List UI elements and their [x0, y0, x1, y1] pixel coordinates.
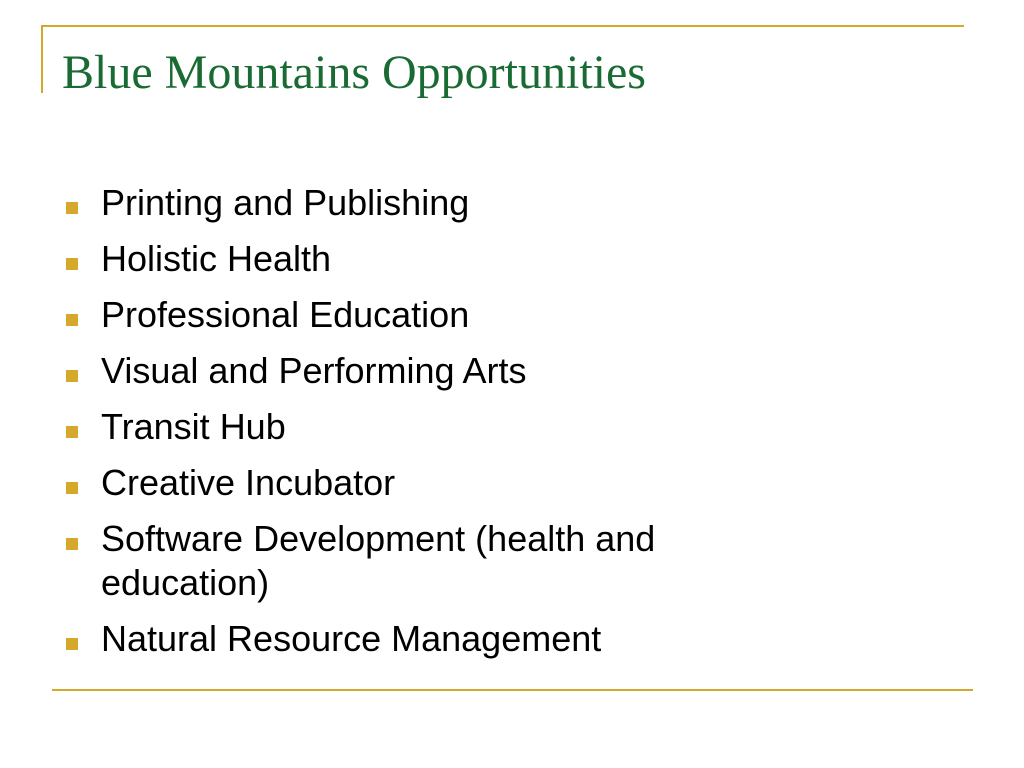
bullet-text: Professional Education: [101, 294, 470, 335]
bullet-text: Transit Hub: [101, 406, 286, 447]
bullet-list: [66, 181, 786, 673]
bullet-text: Natural Resource Management: [101, 618, 602, 659]
left-accent-bar: [41, 25, 43, 93]
bullet-item-transit-hub: [66, 405, 786, 449]
bottom-divider: [52, 689, 973, 691]
square-bullet-icon: [66, 314, 78, 326]
bullet-text: Holistic Health: [101, 238, 332, 279]
bullet-item-natural-resource-management: [66, 617, 786, 661]
bullet-text: Visual and Performing Arts: [101, 350, 527, 391]
bullet-text: Software Development (health and education): [101, 518, 656, 603]
bullet-item-professional-education: [66, 293, 786, 337]
bullet-item-printing-publishing: [66, 181, 786, 225]
square-bullet-icon: [66, 370, 78, 382]
square-bullet-icon: [66, 538, 78, 550]
square-bullet-icon: [66, 202, 78, 214]
bullet-text: Creative Incubator: [101, 462, 396, 503]
slide-title: Blue Mountains Opportunities: [62, 46, 646, 99]
square-bullet-icon: [66, 638, 78, 650]
bullet-item-holistic-health: [66, 237, 786, 281]
square-bullet-icon: [66, 426, 78, 438]
bullet-item-software-development: [66, 517, 786, 605]
square-bullet-icon: [66, 482, 78, 494]
bullet-text: Printing and Publishing: [101, 182, 470, 223]
bullet-item-creative-incubator: [66, 461, 786, 505]
top-divider: [41, 25, 964, 27]
square-bullet-icon: [66, 258, 78, 270]
bullet-item-visual-performing-arts: [66, 349, 786, 393]
